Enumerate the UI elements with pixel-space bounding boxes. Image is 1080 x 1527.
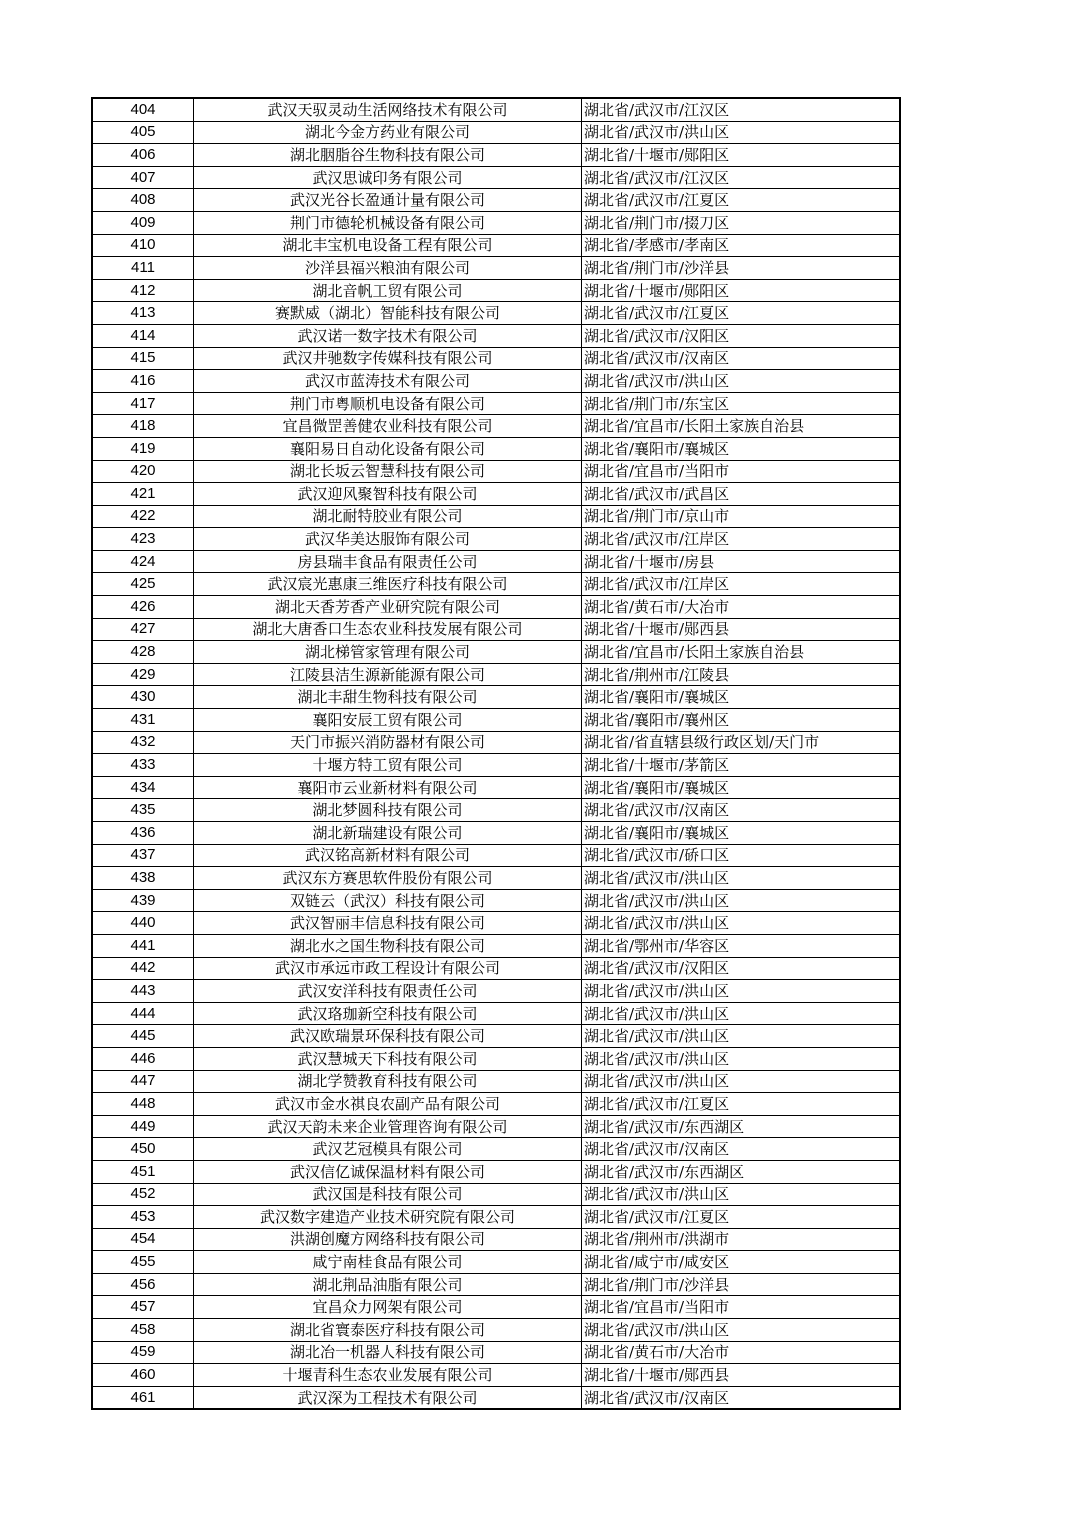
region-cell: 湖北省/十堰市/茅箭区 xyxy=(582,754,901,777)
region-cell: 湖北省/省直辖县级行政区划/天门市 xyxy=(582,731,901,754)
company-name-cell: 十堰方特工贸有限公司 xyxy=(194,754,582,777)
table-row xyxy=(92,1160,900,1183)
region-cell: 湖北省/武汉市/汉南区 xyxy=(582,1138,901,1161)
row-number-cell: 435 xyxy=(92,799,194,822)
table-row xyxy=(92,776,900,799)
company-name-cell: 武汉诺一数字技术有限公司 xyxy=(194,324,582,347)
row-number-cell: 434 xyxy=(92,776,194,799)
company-name-cell: 武汉市承远市政工程设计有限公司 xyxy=(194,957,582,980)
row-number-cell: 457 xyxy=(92,1296,194,1319)
region-cell: 湖北省/宜昌市/长阳土家族自治县 xyxy=(582,641,901,664)
region-cell: 湖北省/襄阳市/襄州区 xyxy=(582,709,901,732)
region-cell: 湖北省/荆州市/江陵县 xyxy=(582,663,901,686)
table-row xyxy=(92,1047,900,1070)
row-number-cell: 439 xyxy=(92,889,194,912)
region-cell: 湖北省/武汉市/江汉区 xyxy=(582,98,901,121)
table-row xyxy=(92,1319,900,1342)
table-row xyxy=(92,1228,900,1251)
company-name-cell: 湖北冶一机器人科技有限公司 xyxy=(194,1341,582,1364)
company-name-cell: 湖北荆品油脂有限公司 xyxy=(194,1273,582,1296)
row-number-cell: 447 xyxy=(92,1070,194,1093)
region-cell: 湖北省/荆门市/沙洋县 xyxy=(582,257,901,280)
row-number-cell: 407 xyxy=(92,166,194,189)
company-name-cell: 咸宁南桂食品有限公司 xyxy=(194,1251,582,1274)
company-name-cell: 湖北天香芳香产业研究院有限公司 xyxy=(194,596,582,619)
region-cell: 湖北省/宜昌市/长阳土家族自治县 xyxy=(582,415,901,438)
table-row xyxy=(92,980,900,1003)
table-row xyxy=(92,844,900,867)
region-cell: 湖北省/襄阳市/襄城区 xyxy=(582,437,901,460)
table-row xyxy=(92,1251,900,1274)
row-number-cell: 459 xyxy=(92,1341,194,1364)
table-row xyxy=(92,573,900,596)
company-name-cell: 湖北梦圆科技有限公司 xyxy=(194,799,582,822)
region-cell: 湖北省/武汉市/东西湖区 xyxy=(582,1160,901,1183)
region-cell: 湖北省/武汉市/硚口区 xyxy=(582,844,901,867)
company-name-cell: 武汉艺冠模具有限公司 xyxy=(194,1138,582,1161)
row-number-cell: 438 xyxy=(92,867,194,890)
table-row xyxy=(92,370,900,393)
company-name-cell: 湖北梯管家管理有限公司 xyxy=(194,641,582,664)
table-row xyxy=(92,1364,900,1387)
row-number-cell: 406 xyxy=(92,144,194,167)
region-cell: 湖北省/武汉市/洪山区 xyxy=(582,1002,901,1025)
company-name-cell: 湖北大唐香口生态农业科技发展有限公司 xyxy=(194,618,582,641)
company-name-cell: 湖北胭脂谷生物科技有限公司 xyxy=(194,144,582,167)
region-cell: 湖北省/武汉市/江汉区 xyxy=(582,166,901,189)
table-row xyxy=(92,166,900,189)
row-number-cell: 408 xyxy=(92,189,194,212)
company-name-cell: 湖北今金方药业有限公司 xyxy=(194,121,582,144)
region-cell: 湖北省/十堰市/郧阳区 xyxy=(582,279,901,302)
row-number-cell: 416 xyxy=(92,370,194,393)
table-row xyxy=(92,912,900,935)
table-row xyxy=(92,460,900,483)
company-name-cell: 湖北新瑞建设有限公司 xyxy=(194,822,582,845)
row-number-cell: 461 xyxy=(92,1386,194,1409)
table-row xyxy=(92,121,900,144)
row-number-cell: 437 xyxy=(92,844,194,867)
row-number-cell: 414 xyxy=(92,324,194,347)
company-name-cell: 武汉市蓝涛技术有限公司 xyxy=(194,370,582,393)
region-cell: 湖北省/武汉市/洪山区 xyxy=(582,867,901,890)
region-cell: 湖北省/襄阳市/襄城区 xyxy=(582,686,901,709)
row-number-cell: 460 xyxy=(92,1364,194,1387)
company-name-cell: 武汉迎风聚智科技有限公司 xyxy=(194,483,582,506)
table-row xyxy=(92,957,900,980)
row-number-cell: 436 xyxy=(92,822,194,845)
table-row xyxy=(92,1273,900,1296)
company-name-cell: 湖北丰宝机电设备工程有限公司 xyxy=(194,234,582,257)
company-name-cell: 武汉市金水祺良农副产品有限公司 xyxy=(194,1093,582,1116)
row-number-cell: 418 xyxy=(92,415,194,438)
row-number-cell: 445 xyxy=(92,1025,194,1048)
company-name-cell: 沙洋县福兴粮油有限公司 xyxy=(194,257,582,280)
company-name-cell: 江陵县洁生源新能源有限公司 xyxy=(194,663,582,686)
table-row xyxy=(92,144,900,167)
company-name-cell: 武汉安洋科技有限责任公司 xyxy=(194,980,582,1003)
table-row xyxy=(92,550,900,573)
company-name-cell: 襄阳易日自动化设备有限公司 xyxy=(194,437,582,460)
row-number-cell: 409 xyxy=(92,211,194,234)
company-name-cell: 洪湖创魔方网络科技有限公司 xyxy=(194,1228,582,1251)
company-name-cell: 房县瑞丰食品有限责任公司 xyxy=(194,550,582,573)
region-cell: 湖北省/十堰市/郧西县 xyxy=(582,1364,901,1387)
region-cell: 湖北省/武汉市/武昌区 xyxy=(582,483,901,506)
row-number-cell: 422 xyxy=(92,505,194,528)
table-row xyxy=(92,302,900,325)
region-cell: 湖北省/武汉市/洪山区 xyxy=(582,889,901,912)
row-number-cell: 440 xyxy=(92,912,194,935)
row-number-cell: 413 xyxy=(92,302,194,325)
row-number-cell: 419 xyxy=(92,437,194,460)
region-cell: 湖北省/荆门市/沙洋县 xyxy=(582,1273,901,1296)
region-cell: 湖北省/武汉市/洪山区 xyxy=(582,121,901,144)
company-name-cell: 襄阳安辰工贸有限公司 xyxy=(194,709,582,732)
table-row xyxy=(92,1070,900,1093)
table-row xyxy=(92,1093,900,1116)
table-row xyxy=(92,1183,900,1206)
table-row xyxy=(92,234,900,257)
company-name-cell: 襄阳市云业新材料有限公司 xyxy=(194,776,582,799)
row-number-cell: 448 xyxy=(92,1093,194,1116)
table-row xyxy=(92,1341,900,1364)
row-number-cell: 411 xyxy=(92,257,194,280)
region-cell: 湖北省/孝感市/孝南区 xyxy=(582,234,901,257)
table-row xyxy=(92,663,900,686)
row-number-cell: 430 xyxy=(92,686,194,709)
row-number-cell: 410 xyxy=(92,234,194,257)
region-cell: 湖北省/武汉市/汉南区 xyxy=(582,1386,901,1409)
table-row xyxy=(92,709,900,732)
row-number-cell: 450 xyxy=(92,1138,194,1161)
row-number-cell: 458 xyxy=(92,1319,194,1342)
company-name-cell: 武汉数字建造产业技术研究院有限公司 xyxy=(194,1206,582,1229)
region-cell: 湖北省/武汉市/江岸区 xyxy=(582,528,901,551)
company-name-cell: 武汉华美达服饰有限公司 xyxy=(194,528,582,551)
company-name-cell: 湖北音帆工贸有限公司 xyxy=(194,279,582,302)
region-cell: 湖北省/黄石市/大冶市 xyxy=(582,1341,901,1364)
table-row xyxy=(92,641,900,664)
region-cell: 湖北省/十堰市/郧西县 xyxy=(582,618,901,641)
company-table xyxy=(91,97,901,1410)
region-cell: 湖北省/武汉市/洪山区 xyxy=(582,1319,901,1342)
region-cell: 湖北省/十堰市/房县 xyxy=(582,550,901,573)
table-row xyxy=(92,1115,900,1138)
company-name-cell: 武汉天驭灵动生活网络技术有限公司 xyxy=(194,98,582,121)
table-row xyxy=(92,257,900,280)
region-cell: 湖北省/荆门市/京山市 xyxy=(582,505,901,528)
row-number-cell: 424 xyxy=(92,550,194,573)
region-cell: 湖北省/武汉市/东西湖区 xyxy=(582,1115,901,1138)
region-cell: 湖北省/鄂州市/华容区 xyxy=(582,934,901,957)
table-row xyxy=(92,1206,900,1229)
company-name-cell: 武汉信亿诚保温材料有限公司 xyxy=(194,1160,582,1183)
region-cell: 湖北省/武汉市/洪山区 xyxy=(582,980,901,1003)
region-cell: 湖北省/武汉市/洪山区 xyxy=(582,370,901,393)
table-row xyxy=(92,686,900,709)
company-name-cell: 武汉东方赛思软件股份有限公司 xyxy=(194,867,582,890)
region-cell: 湖北省/荆门市/东宝区 xyxy=(582,392,901,415)
row-number-cell: 444 xyxy=(92,1002,194,1025)
row-number-cell: 442 xyxy=(92,957,194,980)
region-cell: 湖北省/武汉市/洪山区 xyxy=(582,1025,901,1048)
table-row xyxy=(92,189,900,212)
table-row xyxy=(92,731,900,754)
table-row xyxy=(92,1002,900,1025)
company-name-cell: 武汉深为工程技术有限公司 xyxy=(194,1386,582,1409)
table-row xyxy=(92,1025,900,1048)
row-number-cell: 446 xyxy=(92,1047,194,1070)
region-cell: 湖北省/武汉市/江夏区 xyxy=(582,302,901,325)
table-row xyxy=(92,822,900,845)
table-row xyxy=(92,1296,900,1319)
region-cell: 湖北省/襄阳市/襄城区 xyxy=(582,822,901,845)
table-row xyxy=(92,415,900,438)
row-number-cell: 428 xyxy=(92,641,194,664)
region-cell: 湖北省/宜昌市/当阳市 xyxy=(582,1296,901,1319)
company-name-cell: 武汉欧瑞景环保科技有限公司 xyxy=(194,1025,582,1048)
row-number-cell: 429 xyxy=(92,663,194,686)
region-cell: 湖北省/荆门市/掇刀区 xyxy=(582,211,901,234)
table-row xyxy=(92,867,900,890)
region-cell: 湖北省/宜昌市/当阳市 xyxy=(582,460,901,483)
row-number-cell: 405 xyxy=(92,121,194,144)
region-cell: 湖北省/武汉市/洪山区 xyxy=(582,912,901,935)
table-row xyxy=(92,347,900,370)
company-name-cell: 双链云（武汉）科技有限公司 xyxy=(194,889,582,912)
row-number-cell: 427 xyxy=(92,618,194,641)
company-name-cell: 武汉铭高新材料有限公司 xyxy=(194,844,582,867)
region-cell: 湖北省/武汉市/汉阳区 xyxy=(582,324,901,347)
region-cell: 湖北省/襄阳市/襄城区 xyxy=(582,776,901,799)
table-row xyxy=(92,528,900,551)
company-name-cell: 湖北省寰泰医疗科技有限公司 xyxy=(194,1319,582,1342)
table-row xyxy=(92,799,900,822)
company-name-cell: 武汉慧城天下科技有限公司 xyxy=(194,1047,582,1070)
table-row xyxy=(92,279,900,302)
company-name-cell: 武汉天韵未来企业管理咨询有限公司 xyxy=(194,1115,582,1138)
region-cell: 湖北省/武汉市/汉南区 xyxy=(582,799,901,822)
region-cell: 湖北省/荆州市/洪湖市 xyxy=(582,1228,901,1251)
company-name-cell: 荆门市德轮机械设备有限公司 xyxy=(194,211,582,234)
row-number-cell: 451 xyxy=(92,1160,194,1183)
table-row xyxy=(92,596,900,619)
row-number-cell: 426 xyxy=(92,596,194,619)
table-row xyxy=(92,754,900,777)
row-number-cell: 453 xyxy=(92,1206,194,1229)
row-number-cell: 423 xyxy=(92,528,194,551)
region-cell: 湖北省/武汉市/江夏区 xyxy=(582,189,901,212)
company-name-cell: 宜昌众力网架有限公司 xyxy=(194,1296,582,1319)
table-row xyxy=(92,483,900,506)
company-name-cell: 赛默威（湖北）智能科技有限公司 xyxy=(194,302,582,325)
region-cell: 湖北省/十堰市/郧阳区 xyxy=(582,144,901,167)
region-cell: 湖北省/武汉市/江夏区 xyxy=(582,1206,901,1229)
table-row xyxy=(92,934,900,957)
region-cell: 湖北省/武汉市/汉阳区 xyxy=(582,957,901,980)
company-name-cell: 天门市振兴消防器材有限公司 xyxy=(194,731,582,754)
row-number-cell: 412 xyxy=(92,279,194,302)
row-number-cell: 454 xyxy=(92,1228,194,1251)
row-number-cell: 404 xyxy=(92,98,194,121)
company-name-cell: 十堰青科生态农业发展有限公司 xyxy=(194,1364,582,1387)
company-name-cell: 荆门市粤顺机电设备有限公司 xyxy=(194,392,582,415)
company-name-cell: 武汉宸光惠康三维医疗科技有限公司 xyxy=(194,573,582,596)
table-row xyxy=(92,1138,900,1161)
row-number-cell: 421 xyxy=(92,483,194,506)
region-cell: 湖北省/黄石市/大冶市 xyxy=(582,596,901,619)
table-row xyxy=(92,324,900,347)
company-name-cell: 湖北耐特胶业有限公司 xyxy=(194,505,582,528)
table-row xyxy=(92,618,900,641)
table-row xyxy=(92,98,900,121)
company-name-cell: 湖北丰甜生物科技有限公司 xyxy=(194,686,582,709)
company-name-cell: 武汉思诚印务有限公司 xyxy=(194,166,582,189)
company-name-cell: 武汉国是科技有限公司 xyxy=(194,1183,582,1206)
row-number-cell: 433 xyxy=(92,754,194,777)
company-name-cell: 湖北长坂云智慧科技有限公司 xyxy=(194,460,582,483)
table-row xyxy=(92,437,900,460)
row-number-cell: 420 xyxy=(92,460,194,483)
row-number-cell: 432 xyxy=(92,731,194,754)
company-name-cell: 武汉光谷长盈通计量有限公司 xyxy=(194,189,582,212)
company-name-cell: 武汉智丽丰信息科技有限公司 xyxy=(194,912,582,935)
row-number-cell: 417 xyxy=(92,392,194,415)
company-name-cell: 武汉珞珈新空科技有限公司 xyxy=(194,1002,582,1025)
table-row xyxy=(92,211,900,234)
region-cell: 湖北省/武汉市/汉南区 xyxy=(582,347,901,370)
region-cell: 湖北省/武汉市/洪山区 xyxy=(582,1047,901,1070)
company-name-cell: 武汉井驰数字传媒科技有限公司 xyxy=(194,347,582,370)
row-number-cell: 441 xyxy=(92,934,194,957)
region-cell: 湖北省/咸宁市/咸安区 xyxy=(582,1251,901,1274)
table-row xyxy=(92,505,900,528)
row-number-cell: 449 xyxy=(92,1115,194,1138)
row-number-cell: 456 xyxy=(92,1273,194,1296)
company-table-body xyxy=(92,98,900,1409)
table-row xyxy=(92,1386,900,1409)
row-number-cell: 431 xyxy=(92,709,194,732)
row-number-cell: 455 xyxy=(92,1251,194,1274)
region-cell: 湖北省/武汉市/洪山区 xyxy=(582,1183,901,1206)
row-number-cell: 415 xyxy=(92,347,194,370)
row-number-cell: 425 xyxy=(92,573,194,596)
row-number-cell: 452 xyxy=(92,1183,194,1206)
company-name-cell: 宜昌微罡善健农业科技有限公司 xyxy=(194,415,582,438)
table-row xyxy=(92,889,900,912)
row-number-cell: 443 xyxy=(92,980,194,1003)
company-name-cell: 湖北学赞教育科技有限公司 xyxy=(194,1070,582,1093)
region-cell: 湖北省/武汉市/洪山区 xyxy=(582,1070,901,1093)
table-row xyxy=(92,392,900,415)
region-cell: 湖北省/武汉市/江岸区 xyxy=(582,573,901,596)
company-name-cell: 湖北水之国生物科技有限公司 xyxy=(194,934,582,957)
region-cell: 湖北省/武汉市/江夏区 xyxy=(582,1093,901,1116)
